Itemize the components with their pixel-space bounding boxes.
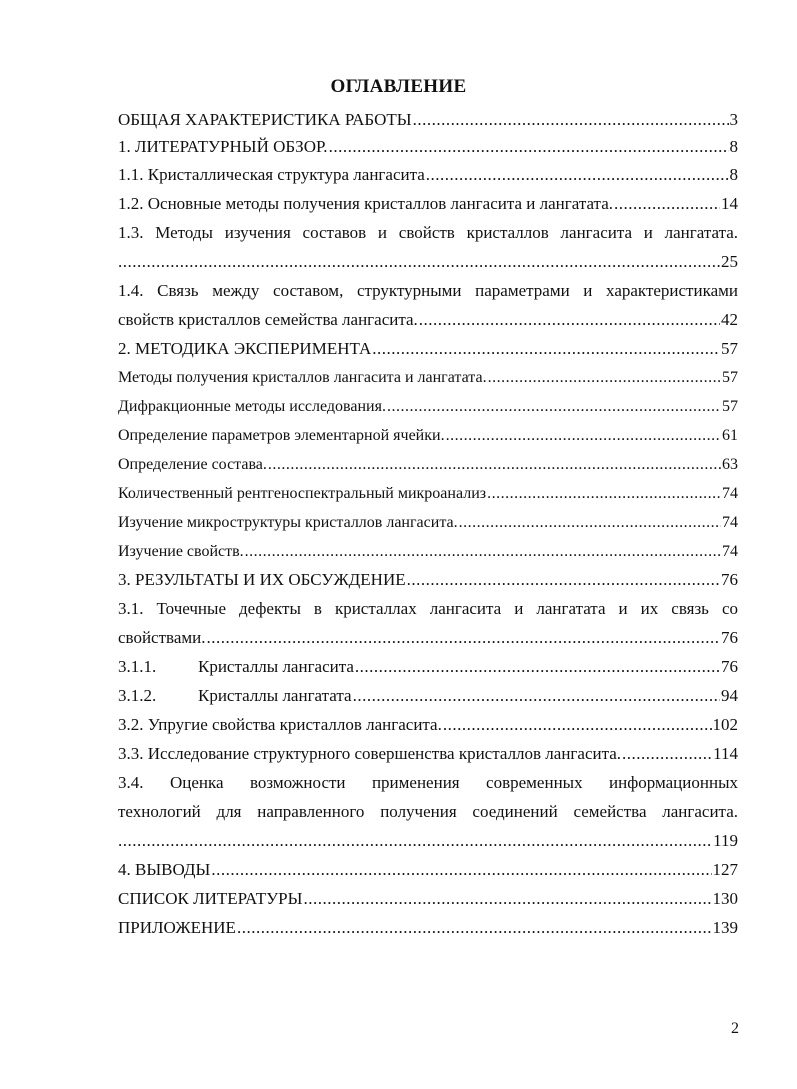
toc-entry[interactable]: СПИСОК ЛИТЕРАТУРЫ ..... 130 — [118, 888, 738, 910]
toc-entry[interactable]: Количественный рентгеноспектральный микроанализ ..... 74 — [118, 483, 738, 505]
toc-entry[interactable]: 4. ВЫВОДЫ ..... 127 — [118, 859, 738, 881]
toc-entry-text[interactable]: 1.3. Методы изучения составов и свойств кристаллов лангасита и лангатата. — [118, 223, 738, 242]
toc-entry[interactable]: 3.1.1. Кристаллы лангасита ..... 76 — [118, 656, 738, 678]
toc-entry[interactable]: Определение параметров элементарной ячейки. ..... 61 — [118, 425, 738, 447]
toc-entry[interactable]: Изучение микроструктуры кристаллов лангасита. ..... 74 — [118, 512, 738, 534]
toc-entry[interactable]: 3.2. Упругие свойства кристаллов лангасита. ..... 102 — [118, 714, 738, 736]
toc-entry[interactable]: Определение состава. ..... 63 — [118, 454, 738, 476]
toc-entry[interactable]: свойств кристаллов семейства лангасита. ..... 42 — [118, 309, 738, 331]
toc-entry[interactable]: свойствами. ..... 76 — [118, 627, 738, 649]
toc-entry[interactable]: 1.2. Основные методы получения кристаллов лангасита и лангатата. ..... 14 — [118, 193, 738, 215]
toc-entry[interactable]: Изучение свойств. ..... 74 — [118, 541, 738, 563]
toc-entry-text[interactable]: 3.1. Точечные дефекты в кристаллах лангасита и лангатата и их связь со — [118, 599, 738, 618]
toc-entry-text[interactable]: 1.4. Связь между составом, структурными параметрами и характеристиками — [118, 281, 738, 300]
page-number: 2 — [731, 1020, 739, 1037]
toc-entry-text[interactable]: 3.4. Оценка возможности применения современных информационных — [118, 773, 738, 792]
toc-entry[interactable]: 2. МЕТОДИКА ЭКСПЕРИМЕНТА ..... 57 — [118, 338, 738, 360]
toc-entry[interactable]: 3. РЕЗУЛЬТАТЫ И ИХ ОБСУЖДЕНИЕ ..... 76 — [118, 569, 738, 591]
toc-entry-leader[interactable]: ..... 119 — [118, 830, 738, 852]
toc-entry[interactable]: Методы получения кристаллов лангасита и лангатата. ..... 57 — [118, 367, 738, 389]
toc-entry-leader[interactable]: ..... 25 — [118, 251, 738, 273]
toc-entry[interactable]: ПРИЛОЖЕНИЕ ..... 139 — [118, 917, 738, 939]
toc-entry[interactable]: 3.1.2. Кристаллы лангатата ..... 94 — [118, 685, 738, 707]
toc-entry-text[interactable]: технологий для направленного получения соединений семейства лангасита. — [118, 802, 738, 821]
toc-entry[interactable]: 1. ЛИТЕРАТУРНЫЙ ОБЗОР. ..... 8 — [118, 136, 738, 158]
toc-entry[interactable]: Дифракционные методы исследования. ..... 57 — [118, 396, 738, 418]
toc-entry[interactable]: 1.1. Кристаллическая структура лангасита ..... 8 — [118, 164, 738, 186]
page-title: ОГЛАВЛЕНИЕ — [330, 76, 467, 97]
toc-entry[interactable]: ОБЩАЯ ХАРАКТЕРИСТИКА РАБОТЫ ..... 3 — [118, 109, 738, 131]
toc-entry[interactable]: 3.3. Исследование структурного совершенства кристаллов лангасита. ..... 114 — [118, 743, 738, 765]
